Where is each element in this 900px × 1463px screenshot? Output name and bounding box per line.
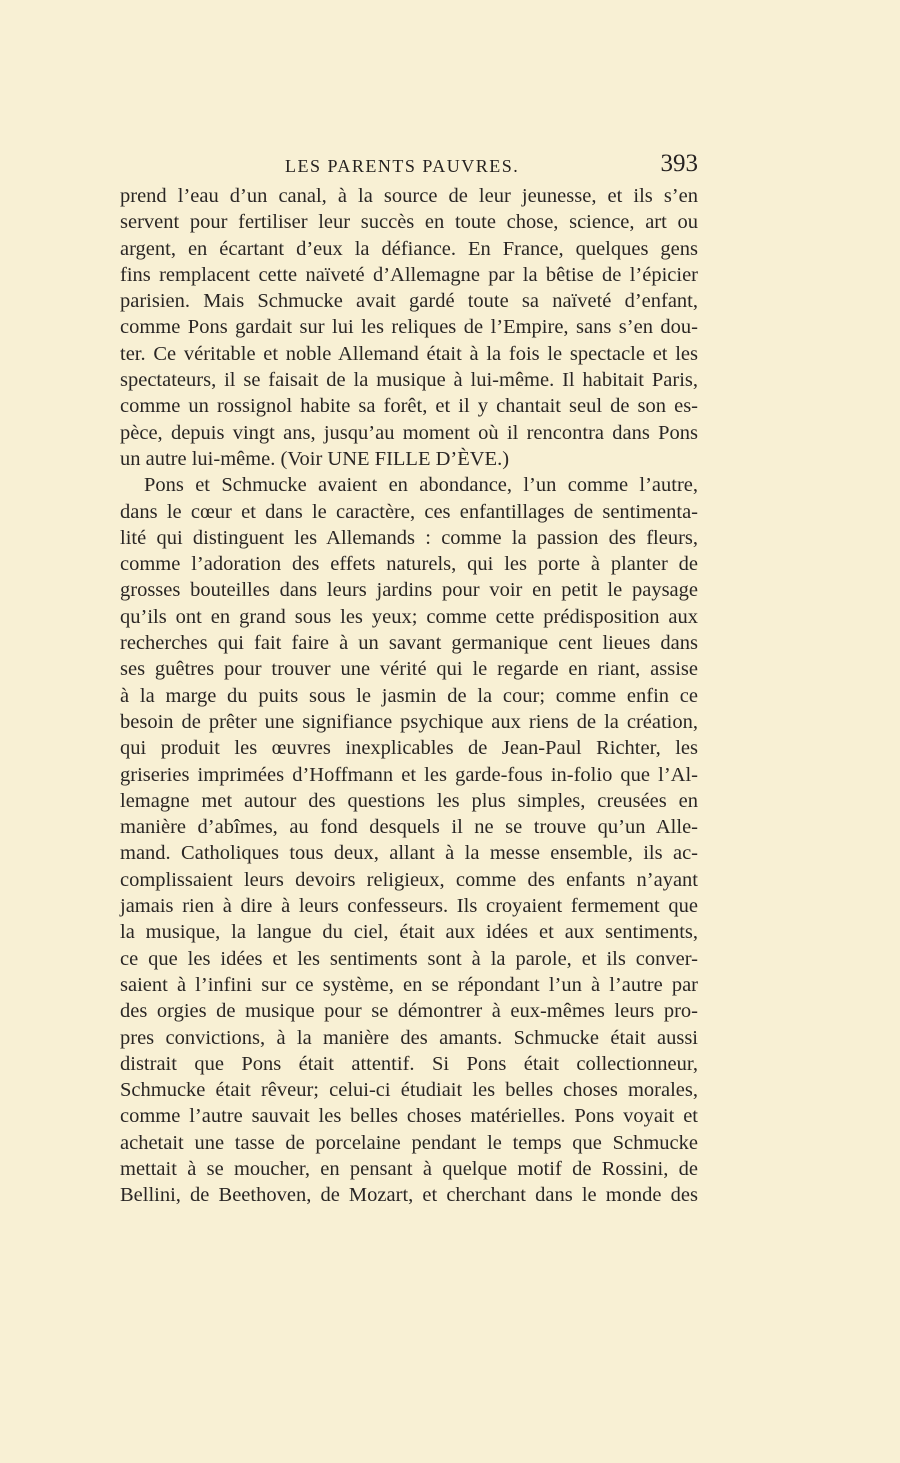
- text-line: prend l’eau d’un canal, à la source de leur jeunesse, et ils s’en: [120, 185, 698, 207]
- text-line: comme l’adoration des effets naturels, qui les porte à planter de: [120, 553, 698, 576]
- text-line: besoin de prêter une signifiance psychique aux riens de la création,: [120, 710, 698, 733]
- text-line: ses guêtres pour trouver une vérité qui le regarde en riant, assise: [120, 658, 698, 681]
- text-line: un autre lui-même. (Voir UNE FILLE D’ÈVE.): [120, 447, 510, 470]
- text-line: Bellini, de Beethoven, de Mozart, et cherchant dans le monde des: [120, 1184, 698, 1207]
- text-line: lité qui distinguent les Allemands : comme la passion des fleurs,: [120, 526, 698, 549]
- text-line: comme un rossignol habite sa forêt, et il y chantait seul de son es-: [120, 395, 698, 418]
- page-number: 393: [660, 150, 698, 177]
- body-text: [120, 183, 698, 1209]
- text-line: pèce, depuis vingt ans, jusqu’au moment où il rencontra dans Pons: [120, 421, 698, 444]
- text-line: à la marge du puits sous le jasmin de la cour; comme enfin ce: [120, 684, 698, 707]
- text-line: jamais rien à dire à leurs confesseurs. Ils croyaient fermement que: [120, 895, 698, 918]
- text-line: complissaient leurs devoirs religieux, comme des enfants n’ayant: [120, 868, 698, 891]
- text-line: servent pour fertiliser leur succès en toute chose, science, art ou: [120, 211, 698, 234]
- text-line: recherches qui fait faire à un savant germanique cent lieues dans: [120, 632, 698, 655]
- text-line: mettait à se moucher, en pensant à quelque motif de Rossini, de: [120, 1157, 698, 1180]
- text-line: Schmucke était rêveur; celui-ci étudiait les belles choses morales,: [120, 1079, 698, 1102]
- text-line: qu’ils ont en grand sous les yeux; comme cette prédisposition aux: [120, 605, 698, 628]
- text-line: pres convictions, à la manière des amants. Schmucke était aussi: [120, 1026, 698, 1049]
- text-line: manière d’abîmes, au fond desquels il ne se trouve qu’un Alle-: [120, 816, 698, 839]
- paragraph-2: [120, 472, 698, 1208]
- text-line: argent, en écartant d’eux la défiance. En France, quelques gens: [120, 237, 698, 260]
- text-line: mand. Catholiques tous deux, allant à la messe ensemble, ils ac-: [120, 842, 698, 865]
- text-line: comme Pons gardait sur lui les reliques de l’Empire, sans s’en dou-: [120, 316, 698, 339]
- text-line: lemagne met autour des questions les plus simples, creusées en: [120, 789, 698, 812]
- running-title: LES PARENTS PAUVRES.: [285, 156, 520, 176]
- text-line: spectateurs, il se faisait de la musique à lui-même. Il habitait Paris,: [120, 369, 698, 392]
- text-line: Pons et Schmucke avaient en abondance, l’un comme l’autre,: [144, 474, 698, 497]
- text-line: des orgies de musique pour se démontrer à eux-mêmes leurs pro-: [120, 1000, 698, 1023]
- text-line: fins remplacent cette naïveté d’Allemagne par la bêtise de l’épicier: [120, 263, 698, 286]
- text-line: achetait une tasse de porcelaine pendant le temps que Schmucke: [120, 1131, 698, 1154]
- text-line: grosses bouteilles dans leurs jardins pour voir en petit le paysage: [120, 579, 698, 602]
- text-line: qui produit les œuvres inexplicables de Jean-Paul Richter, les: [120, 737, 698, 760]
- text-line: griseries imprimées d’Hoffmann et les garde-fous in-folio que l’Al-: [120, 763, 698, 786]
- text-line: ce que les idées et les sentiments sont à la parole, et ils conver-: [120, 947, 698, 970]
- text-line: dans le cœur et dans le caractère, ces enfantillages de sentimenta-: [120, 500, 698, 523]
- text-line: ter. Ce véritable et noble Allemand était à la fois le spectacle et les: [120, 342, 698, 365]
- text-line: distrait que Pons était attentif. Si Pons était collectionneur,: [120, 1052, 698, 1075]
- text-line: parisien. Mais Schmucke avait gardé toute sa naïveté d’enfant,: [120, 290, 698, 313]
- text-line: la musique, la langue du ciel, était aux idées et aux sentiments,: [120, 921, 698, 944]
- paragraph-1: [120, 183, 698, 472]
- text-line: comme l’autre sauvait les belles choses matérielles. Pons voyait et: [120, 1105, 698, 1128]
- text-line: saient à l’infini sur ce système, en se répondant l’un à l’autre par: [120, 973, 698, 996]
